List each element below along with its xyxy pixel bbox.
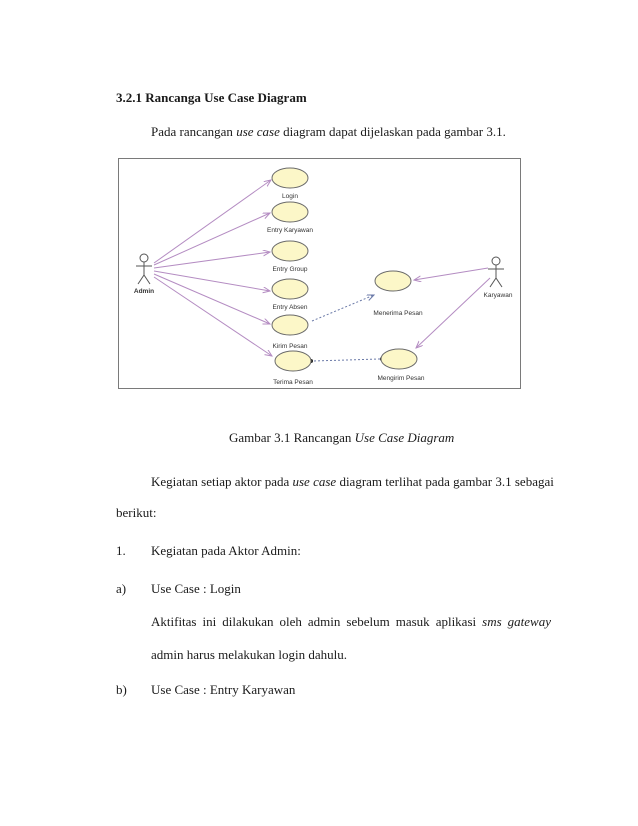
label-login: Login	[282, 193, 298, 200]
list-item-a-description	[151, 614, 551, 630]
use-case-entry-absen	[272, 279, 308, 299]
label-menerima-pesan: Menerima Pesan	[373, 310, 423, 317]
paragraph-text-end: diagram terlihat pada gambar 3.1 sebagai	[336, 474, 554, 489]
list-marker-a: a)	[116, 581, 127, 596]
description-text: Aktifitas ini dilakukan oleh admin sebelum masuk aplikasi	[151, 614, 483, 629]
label-mengirim-pesan: Mengirim Pesan	[377, 375, 425, 382]
intro-text-end: diagram dapat dijelaskan pada gambar 3.1.	[279, 124, 506, 139]
intro-emphasis: use case	[236, 124, 280, 139]
paragraph-emphasis: use case	[292, 474, 337, 489]
use-case-terima-pesan	[275, 351, 311, 371]
label-admin: Admin	[133, 288, 155, 295]
use-case-mengirim-pesan	[381, 349, 417, 369]
caption-emphasis: Use Case Diagram	[354, 430, 455, 445]
figure-caption	[229, 430, 454, 446]
list-item-b: Use Case : Entry Karyawan	[151, 682, 296, 697]
paragraph-text: Kegiatan setiap aktor pada	[151, 474, 293, 489]
use-case-login	[272, 168, 308, 188]
label-karyawan: Karyawan	[483, 292, 513, 299]
use-case-entry-group	[272, 241, 308, 261]
intro-paragraph	[151, 124, 506, 140]
list-number-1: 1.	[116, 543, 126, 558]
list-item-1: Kegiatan pada Aktor Admin:	[151, 543, 301, 558]
label-kirim-pesan: Kirim Pesan	[272, 343, 308, 350]
use-case-menerima-pesan	[375, 271, 411, 291]
section-heading: 3.2.1 Rancanga Use Case Diagram	[116, 90, 307, 105]
label-terima-pesan: Terima Pesan	[273, 379, 313, 386]
body-paragraph	[151, 474, 554, 490]
list-marker-b: b)	[116, 682, 127, 697]
description-emphasis: sms gateway	[482, 614, 551, 629]
list-item-a-description-cont: admin harus melakukan login dahulu.	[151, 647, 348, 662]
use-case-kirim-pesan	[272, 315, 308, 335]
diagram-frame	[119, 159, 521, 389]
intro-text: Pada rancangan	[151, 124, 237, 139]
use-case-diagram	[118, 158, 522, 390]
label-entry-group: Entry Group	[272, 266, 308, 273]
label-entry-karyawan: Entry Karyawan	[267, 227, 313, 234]
list-item-a: Use Case : Login	[151, 581, 241, 596]
label-entry-absen: Entry Absen	[272, 304, 308, 311]
body-paragraph-continuation: berikut:	[116, 505, 157, 520]
caption-text: Gambar 3.1 Rancangan	[229, 430, 355, 445]
use-case-entry-karyawan	[272, 202, 308, 222]
